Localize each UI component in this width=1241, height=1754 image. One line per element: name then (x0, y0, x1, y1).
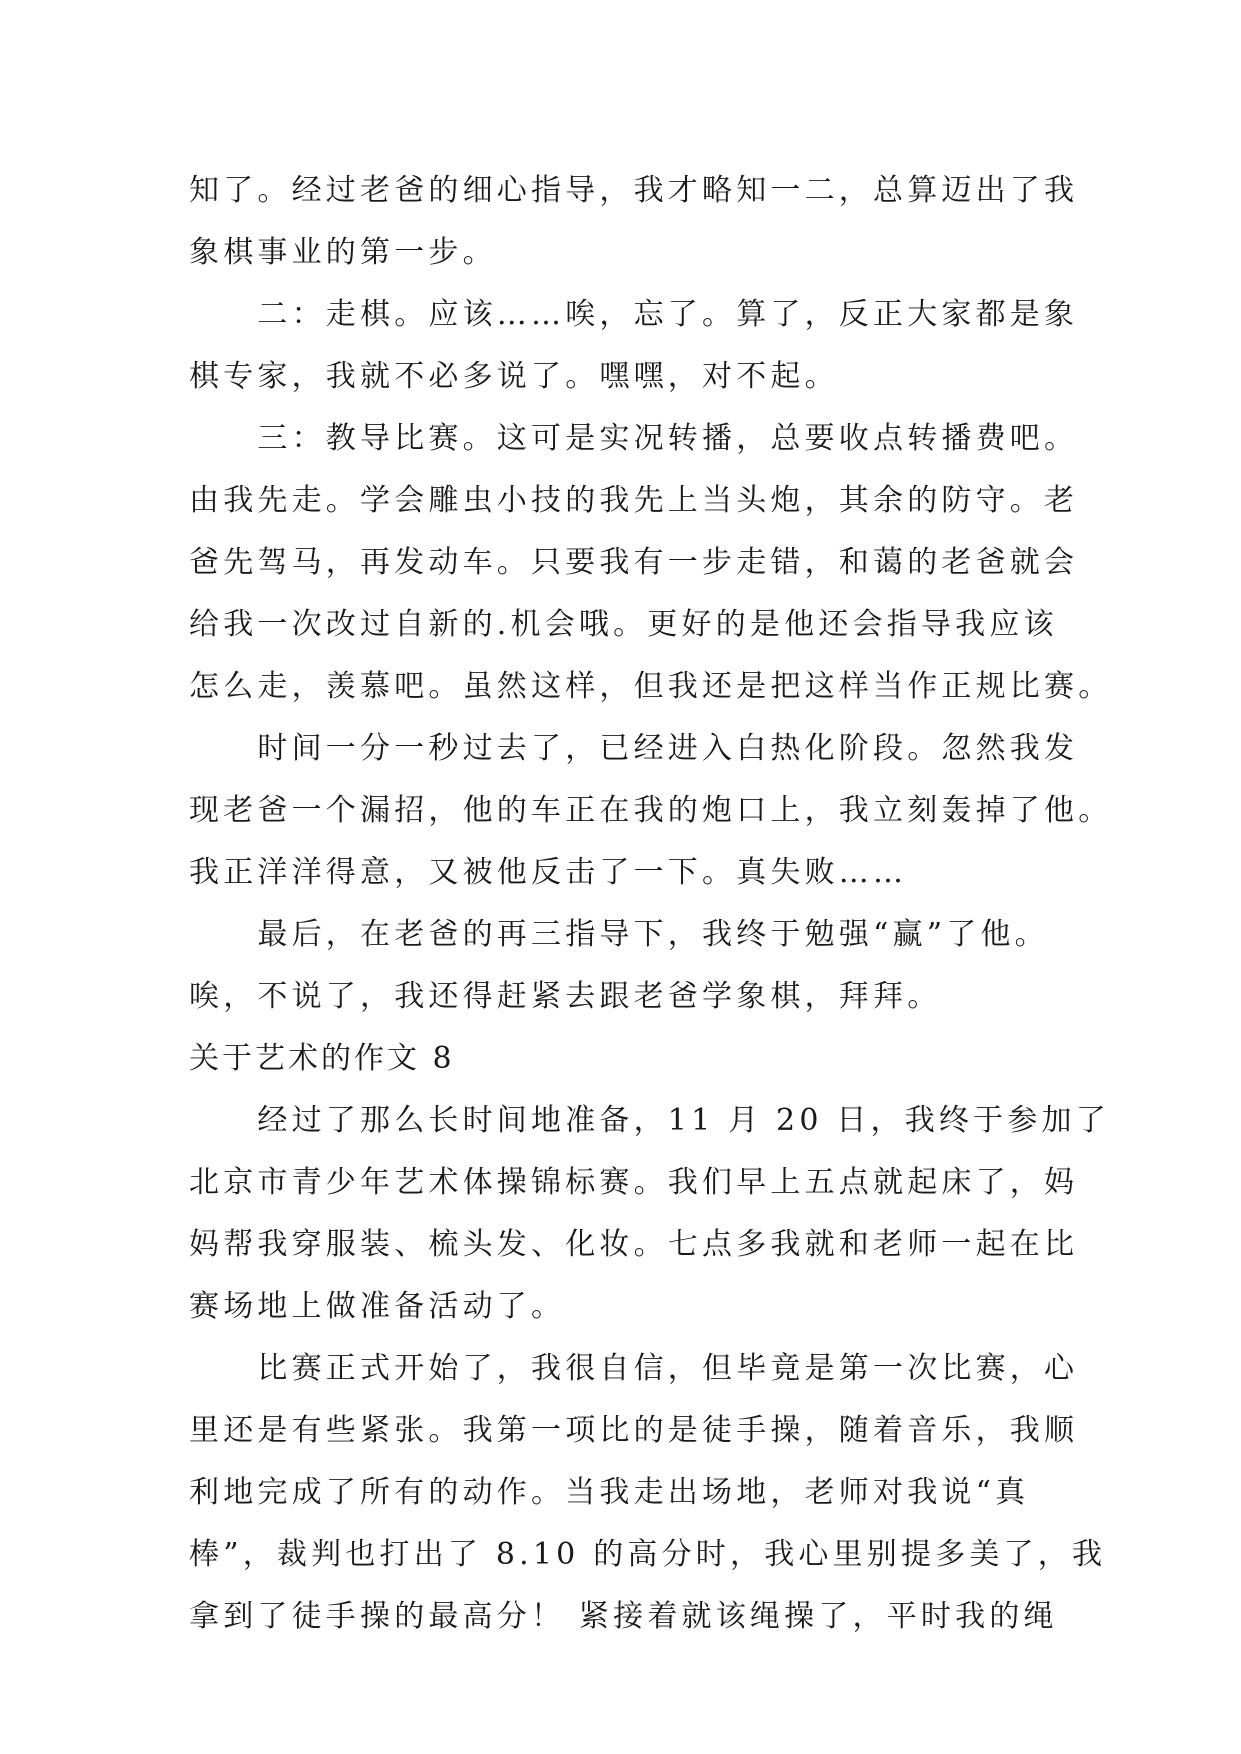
text-line: 爸先驾马，再发动车。只要我有一步走错，和蔼的老爸就会 (189, 545, 1079, 580)
text-line: 棒”，裁判也打出了 8.10 的高分时，我心里别提多美了，我 (189, 1537, 1107, 1572)
text-line: 利地完成了所有的动作。当我走出场地，老师对我说“真 (189, 1475, 1030, 1510)
text-line: 妈帮我穿服装、梳头发、化妆。七点多我就和老师一起在比 (189, 1227, 1079, 1262)
text-line: 经过了那么长时间地准备，11 月 20 日，我终于参加了 (189, 1103, 1110, 1138)
text-line: 二：走棋。应该……唉，忘了。算了，反正大家都是象 (189, 297, 1079, 332)
text-line: 给我一次改过自新的.机会哦。更好的是他还会指导我应该 (189, 607, 1058, 642)
section-heading: 关于艺术的作文 8 (189, 1041, 455, 1076)
text-line: 三：教导比赛。这可是实况转播，总要收点转播费吧。 (189, 421, 1079, 456)
text-line: 拿到了徒手操的最高分！ 紧接着就该绳操了，平时我的绳 (189, 1599, 1058, 1634)
text-line: 时间一分一秒过去了，已经进入白热化阶段。忽然我发 (189, 731, 1079, 766)
text-line: 知了。经过老爸的细心指导，我才略知一二，总算迈出了我 (189, 173, 1079, 208)
document-body (189, 160, 1113, 1648)
text-line: 象棋事业的第一步。 (189, 235, 497, 270)
text-line: 里还是有些紧张。我第一项比的是徒手操，随着音乐，我顺 (189, 1413, 1079, 1448)
text-line: 现老爸一个漏招，他的车正在我的炮口上，我立刻轰掉了他。 (189, 793, 1113, 828)
text-line: 最后，在老爸的再三指导下，我终于勉强“赢”了他。 (189, 917, 1049, 952)
text-line: 棋专家，我就不必多说了。嘿嘿，对不起。 (189, 359, 839, 394)
text-line: 唉，不说了，我还得赶紧去跟老爸学象棋，拜拜。 (189, 979, 942, 1014)
text-line: 怎么走，羡慕吧。虽然这样，但我还是把这样当作正规比赛。 (189, 669, 1113, 704)
text-line: 由我先走。学会雕虫小技的我先上当头炮，其余的防守。老 (189, 483, 1079, 518)
text-line: 比赛正式开始了，我很自信，但毕竟是第一次比赛，心 (189, 1351, 1079, 1386)
text-line: 我正洋洋得意，又被他反击了一下。真失败…… (189, 855, 908, 890)
text-line: 北京市青少年艺术体操锦标赛。我们早上五点就起床了，妈 (189, 1165, 1079, 1200)
text-line: 赛场地上做准备活动了。 (189, 1289, 566, 1324)
